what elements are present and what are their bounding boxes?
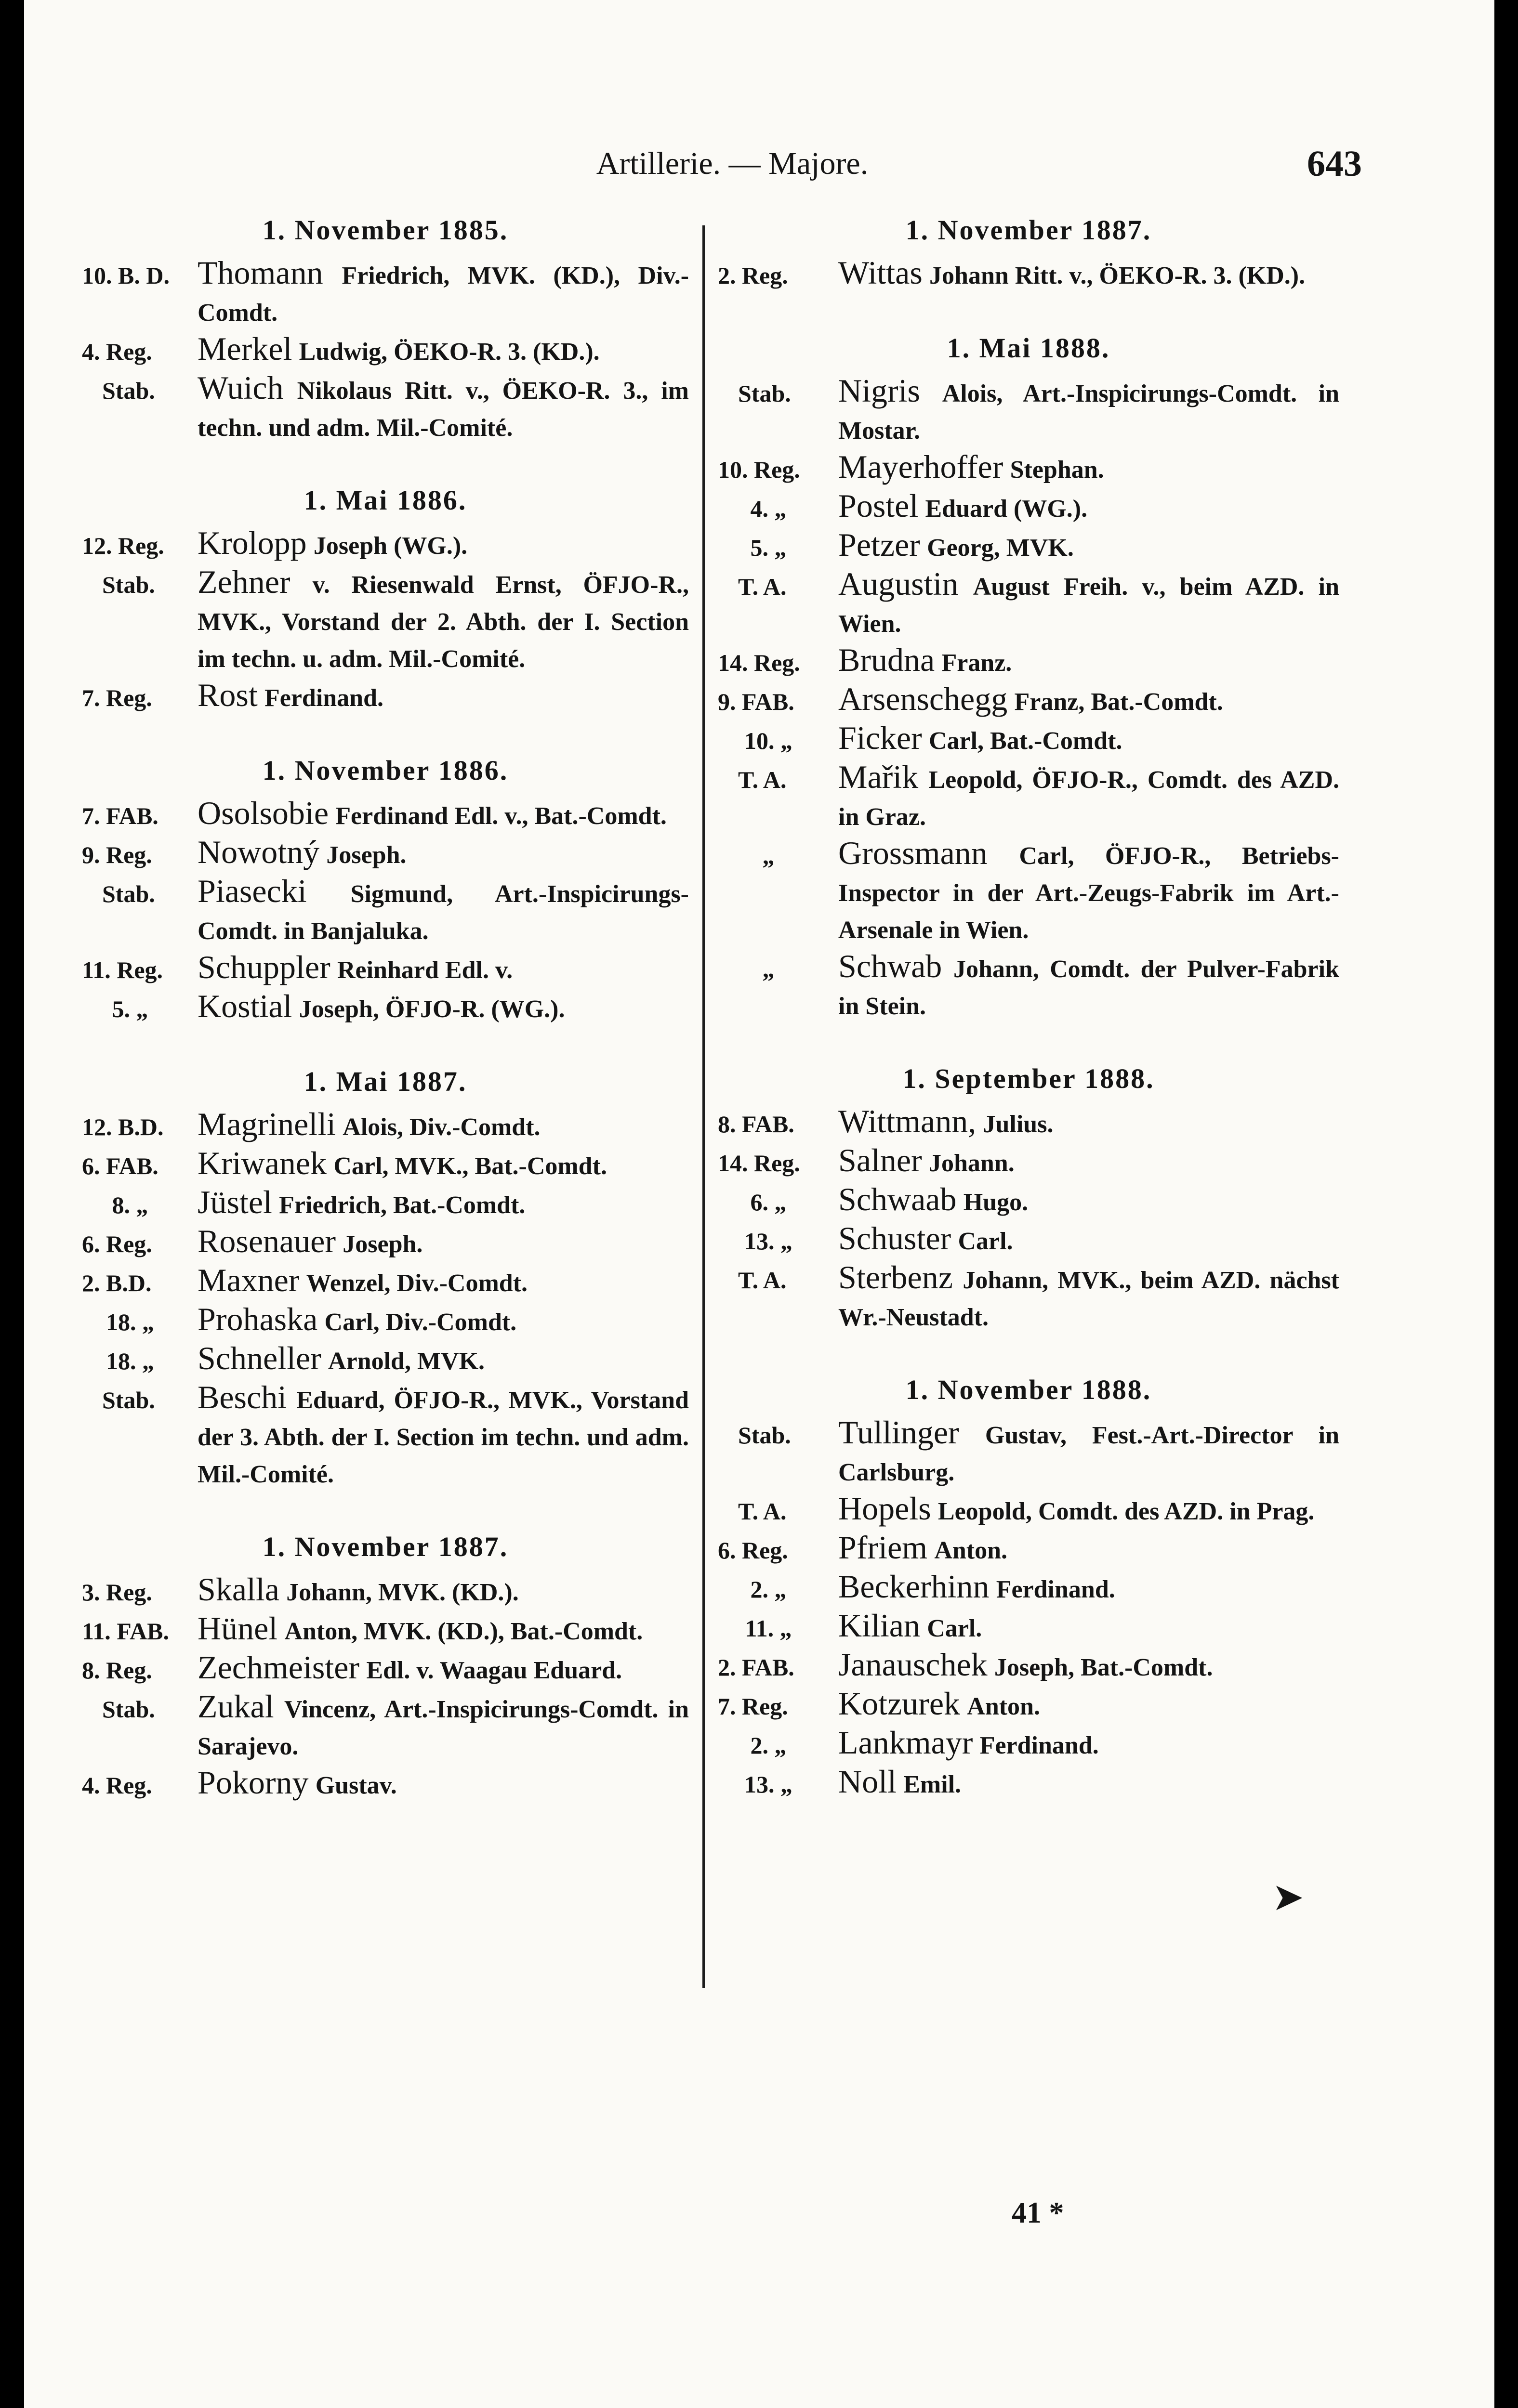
entry-text [838, 1142, 1339, 1181]
entry-detail: Gustav. [315, 1772, 397, 1799]
entry-name: Wuich [198, 369, 284, 406]
entry-detail: Joseph. [343, 1230, 423, 1258]
roster-entry [718, 1491, 1339, 1530]
entry-text [838, 1569, 1339, 1608]
roster-entry [718, 1259, 1339, 1335]
roster-entry [718, 1608, 1339, 1647]
entry-text [198, 1145, 689, 1184]
entry-detail: Johann, MVK., beim AZD. nächst Wr.-Neustadt. [838, 1267, 1339, 1331]
roster-entry [718, 1764, 1339, 1803]
entry-name: Merkel [198, 330, 292, 367]
entry-text [838, 1103, 1339, 1142]
entry-text [838, 1608, 1339, 1647]
entry-unit: Stab. [102, 377, 155, 404]
page-header [24, 144, 1494, 183]
roster-entry [82, 873, 689, 949]
entry-detail: v. Riesenwald Ernst, ÖFJO-R., MVK., Vorstand der 2. Abth. der I. Section im techn. u. adm. Mil.-Comité. [198, 571, 689, 673]
entry-detail: Carl, ÖFJO-R., Betriebs-Inspector in der Art.-Zeugs-Fabrik im Art.-Arsenale in Wien. [838, 842, 1339, 944]
entry-unit: 3. Reg. [82, 1579, 152, 1606]
roster-entry [718, 1220, 1339, 1259]
roster-entry [718, 527, 1339, 566]
date-section [82, 1529, 689, 1804]
entry-text [198, 255, 689, 331]
column-divider [702, 225, 705, 1988]
entry-name: Mayerhoffer [838, 448, 1003, 485]
entry-text [838, 1764, 1339, 1803]
entry-unit: 12. B.D. [82, 1113, 164, 1140]
entry-detail: Anton, MVK. (KD.), Bat.-Comdt. [284, 1618, 643, 1645]
roster-entry [82, 1262, 689, 1301]
roster-entry [82, 564, 689, 677]
entry-unit: 6. „ [750, 1189, 787, 1216]
entry-text [838, 1220, 1339, 1259]
entry-unit: 7. Reg. [82, 684, 152, 711]
page-number: 643 [1307, 144, 1362, 184]
roster-entry [82, 370, 689, 446]
entry-text [838, 835, 1339, 948]
date-section [718, 212, 1339, 294]
entry-text [838, 948, 1339, 1024]
entry-detail: Leopold, ÖFJO-R., Comdt. des AZD. in Graz. [838, 766, 1340, 831]
entry-name: Kilian [838, 1607, 920, 1644]
entry-detail: Gustav, Fest.-Art.-Director in Carlsburg. [838, 1422, 1340, 1486]
roster-entry [718, 1103, 1339, 1142]
entry-name: Wittmann, [838, 1103, 977, 1139]
roster-entry [82, 1106, 689, 1145]
roster-entry [82, 1688, 689, 1765]
entry-unit: 13. „ [744, 1228, 792, 1255]
entry-text [198, 370, 689, 446]
entry-text [198, 331, 689, 370]
entry-unit: 4. Reg. [82, 1772, 152, 1799]
entry-unit: 2. „ [750, 1732, 787, 1759]
signature-mark: 41 * [1012, 2197, 1064, 2229]
entry-detail: Joseph, ÖFJO-R. (WG.). [299, 995, 565, 1023]
entry-detail: Hugo. [963, 1189, 1029, 1216]
entry-text [838, 255, 1339, 294]
entry-text [198, 564, 689, 677]
roster-entry [718, 1725, 1339, 1764]
entry-text [198, 1301, 689, 1340]
entry-detail: Alois, Div.-Comdt. [343, 1113, 541, 1141]
entry-detail: Johann. [928, 1150, 1015, 1177]
entry-detail: Nikolaus Ritt. v., ÖEKO-R. 3., im techn. und adm. Mil.-Comité. [198, 377, 689, 442]
entry-name: Kotzurek [838, 1685, 961, 1722]
entry-detail: Ferdinand. [979, 1732, 1099, 1759]
date-section [718, 1060, 1339, 1335]
entry-detail: Edl. v. Waagau Eduard. [366, 1657, 622, 1684]
entry-detail: Franz, Bat.-Comdt. [1014, 688, 1223, 716]
entry-unit: 6. Reg. [82, 1230, 152, 1257]
entry-detail: Joseph. [326, 841, 407, 869]
roster-entry [718, 835, 1339, 948]
entry-unit: 5. „ [750, 534, 787, 561]
roster-entry [718, 1647, 1339, 1686]
entry-text [198, 834, 689, 873]
roster-entry [718, 1686, 1339, 1725]
entry-detail: Sigmund, Art.-Inspicirungs-Comdt. in Banjaluka. [198, 880, 689, 945]
roster-entry [82, 331, 689, 370]
entry-detail: Johann, Comdt. der Pulver-Fabrik in Stein. [838, 955, 1339, 1020]
roster-entry [82, 795, 689, 834]
section-heading: 1. September 1888. [902, 1063, 1155, 1094]
entry-name: Pokorny [198, 1764, 309, 1801]
entry-detail: Franz. [941, 649, 1012, 677]
ink-blot-icon: ➤ [1272, 1876, 1305, 1919]
entry-name: Beschi [198, 1379, 287, 1415]
entry-unit: T. A. [738, 1267, 787, 1294]
entry-unit: 18. „ [106, 1309, 154, 1335]
roster-entry [82, 255, 689, 331]
entry-name: Zukal [198, 1688, 274, 1725]
entry-unit: 10. B. D. [82, 262, 170, 289]
entry-unit: T. A. [738, 766, 787, 793]
entry-name: Postel [838, 487, 919, 524]
entry-name: Schwab [838, 948, 942, 984]
roster-entry [82, 1145, 689, 1184]
entry-text [838, 1530, 1339, 1569]
entry-name: Zehner [198, 563, 290, 600]
entry-name: Rost [198, 677, 258, 713]
entry-unit: 6. FAB. [82, 1152, 158, 1179]
entry-text [198, 1340, 689, 1379]
entry-detail: Johann Ritt. v., ÖEKO-R. 3. (KD.). [929, 262, 1306, 289]
entry-name: Schwaab [838, 1181, 957, 1217]
roster-entry [718, 759, 1339, 835]
entry-unit: 11. „ [745, 1615, 792, 1642]
entry-text [198, 677, 689, 716]
entry-detail: Ferdinand. [264, 684, 384, 712]
roster-entry [82, 834, 689, 873]
entry-text [838, 566, 1339, 642]
entry-unit: 8. „ [112, 1191, 148, 1218]
entry-unit: 18. „ [106, 1348, 154, 1374]
roster-entry [82, 1223, 689, 1262]
entry-detail: Carl. [958, 1228, 1013, 1255]
entry-name: Schneller [198, 1340, 321, 1376]
entry-detail: Wenzel, Div.-Comdt. [306, 1269, 528, 1297]
entry-detail: Arnold, MVK. [328, 1348, 485, 1375]
entry-name: Osolsobie [198, 795, 329, 831]
entry-name: Augustin [838, 565, 959, 602]
entry-unit: Stab. [102, 880, 155, 907]
entry-text [198, 1649, 689, 1688]
entry-name: Salner [838, 1142, 922, 1178]
section-heading: 1. November 1885. [262, 214, 509, 246]
entry-text [198, 1262, 689, 1301]
roster-entry [82, 1765, 689, 1804]
entry-name: Nowotný [198, 834, 320, 870]
section-heading: 1. November 1888. [905, 1374, 1152, 1405]
section-heading: 1. Mai 1887. [304, 1066, 467, 1097]
entry-detail: Joseph (WG.). [313, 532, 468, 560]
entry-text [198, 1184, 689, 1223]
entry-text [198, 1571, 689, 1610]
roster-entry [718, 681, 1339, 720]
entry-text [198, 1688, 689, 1765]
roster-entry [718, 642, 1339, 681]
entry-name: Petzer [838, 526, 920, 563]
entry-name: Hopels [838, 1490, 931, 1527]
entry-text [838, 1647, 1339, 1686]
entry-text [838, 720, 1339, 759]
roster-entry [82, 1571, 689, 1610]
entry-detail: Georg, MVK. [927, 534, 1074, 562]
roster-entry [718, 1569, 1339, 1608]
entry-detail: Eduard, ÖFJO-R., MVK., Vorstand der 3. Abth. der I. Section im techn. und adm. Mil.-Comité. [198, 1387, 689, 1488]
entry-name: Schuster [838, 1220, 951, 1256]
date-section [82, 1063, 689, 1492]
entry-text [198, 873, 689, 949]
entry-detail: Julius. [983, 1111, 1054, 1138]
entry-name: Mařik [838, 759, 919, 795]
roster-entry [718, 255, 1339, 294]
entry-text [838, 759, 1339, 835]
entry-unit: 7. FAB. [82, 802, 158, 829]
entry-name: Magrinelli [198, 1106, 336, 1142]
entry-text [838, 642, 1339, 681]
entry-unit: „ [762, 842, 775, 869]
roster-entry [82, 949, 689, 988]
entry-text [838, 681, 1339, 720]
entry-unit: 2. Reg. [718, 262, 788, 289]
entry-detail: Alois, Art.-Inspicirungs-Comdt. in Mostar. [838, 380, 1340, 445]
roster-entry [82, 1610, 689, 1649]
entry-detail: Ferdinand Edl. v., Bat.-Comdt. [335, 802, 667, 830]
entry-text [838, 449, 1339, 488]
entry-unit: 8. Reg. [82, 1657, 152, 1684]
entry-name: Brudna [838, 641, 935, 678]
entry-text [198, 525, 689, 564]
entry-text [198, 1610, 689, 1649]
roster-entry [82, 1184, 689, 1223]
section-heading: 1. Mai 1888. [947, 332, 1110, 364]
entry-unit: 10. Reg. [718, 456, 800, 483]
entry-unit: 2. FAB. [718, 1654, 794, 1681]
roster-entry [718, 720, 1339, 759]
entry-unit: 2. „ [750, 1576, 787, 1603]
entry-text [838, 1259, 1339, 1335]
entry-unit: „ [762, 955, 775, 982]
entry-detail: Johann, MVK. (KD.). [286, 1579, 519, 1606]
entry-unit: 12. Reg. [82, 532, 164, 559]
entry-text [198, 1765, 689, 1804]
entry-text [838, 527, 1339, 566]
entry-detail: Carl, Bat.-Comdt. [928, 727, 1122, 755]
entry-name: Kriwanek [198, 1145, 327, 1181]
roster-entry [718, 566, 1339, 642]
entry-detail: Emil. [903, 1771, 962, 1798]
section-heading: 1. November 1887. [262, 1531, 509, 1562]
entry-unit: 11. FAB. [82, 1618, 170, 1645]
entry-detail: Friedrich, MVK. (KD.), Div.-Comdt. [198, 262, 689, 327]
entry-name: Sterbenz [838, 1259, 953, 1296]
entry-unit: Stab. [738, 1422, 791, 1449]
date-section [718, 330, 1339, 1024]
entry-text [198, 988, 689, 1027]
entry-name: Zechmeister [198, 1649, 360, 1686]
roster-entry [82, 1301, 689, 1340]
entry-unit: 13. „ [744, 1771, 792, 1798]
entry-unit: 11. Reg. [82, 956, 163, 983]
entry-text [838, 1181, 1339, 1220]
entry-detail: Anton. [967, 1693, 1040, 1720]
entry-text [838, 373, 1339, 449]
entry-unit: 7. Reg. [718, 1693, 788, 1720]
section-heading: 1. November 1886. [262, 755, 509, 786]
entry-detail: Ludwig, ÖEKO-R. 3. (KD.). [299, 338, 600, 366]
entry-name: Wittas [838, 254, 923, 291]
roster-entry [82, 1340, 689, 1379]
roster-entry [718, 948, 1339, 1024]
entry-name: Skalla [198, 1571, 279, 1608]
entry-unit: 8. FAB. [718, 1111, 794, 1138]
entry-unit: Stab. [102, 1696, 155, 1723]
entry-unit: 9. FAB. [718, 688, 794, 715]
entry-text [198, 795, 689, 834]
entry-unit: 6. Reg. [718, 1537, 788, 1564]
right-column [718, 212, 1339, 1839]
entry-detail: Joseph, Bat.-Comdt. [994, 1654, 1213, 1681]
roster-entry [82, 1379, 689, 1492]
entry-detail: Carl, MVK., Bat.-Comdt. [333, 1152, 607, 1180]
roster-entry [82, 525, 689, 564]
entry-unit: 4. „ [750, 495, 787, 522]
entry-text [838, 1414, 1339, 1491]
entry-unit: T. A. [738, 1498, 787, 1525]
entry-name: Ficker [838, 720, 922, 756]
entry-name: Arsenschegg [838, 681, 1008, 717]
entry-detail: Ferdinand. [996, 1576, 1115, 1603]
entry-text [198, 949, 689, 988]
entry-name: Jüstel [198, 1184, 272, 1220]
date-section [718, 1372, 1339, 1803]
entry-name: Beckerhinn [838, 1568, 990, 1605]
entry-text [838, 1725, 1339, 1764]
roster-entry [718, 1181, 1339, 1220]
entry-detail: Friedrich, Bat.-Comdt. [279, 1191, 526, 1219]
entry-name: Hünel [198, 1610, 278, 1647]
entry-name: Prohaska [198, 1301, 318, 1337]
entry-text [838, 1491, 1339, 1530]
entry-detail: Vincenz, Art.-Inspicirungs-Comdt. in Sarajevo. [198, 1696, 689, 1760]
entry-unit: 14. Reg. [718, 1150, 800, 1177]
left-column [82, 212, 689, 1840]
date-section [82, 212, 689, 446]
roster-entry [718, 488, 1339, 527]
entry-detail: Carl, Div.-Comdt. [324, 1309, 517, 1336]
entry-name: Noll [838, 1763, 897, 1800]
entry-unit: 10. „ [744, 727, 792, 754]
entry-detail: Stephan. [1010, 456, 1104, 484]
entry-name: Schuppler [198, 949, 330, 985]
entry-unit: Stab. [102, 571, 155, 598]
entry-unit: 2. B.D. [82, 1269, 152, 1296]
entry-detail: Eduard (WG.). [925, 495, 1088, 523]
entry-name: Lankmayr [838, 1724, 973, 1761]
entry-name: Maxner [198, 1262, 300, 1298]
entry-name: Pfriem [838, 1529, 928, 1566]
entry-name: Grossmann [838, 835, 988, 871]
entry-text [198, 1223, 689, 1262]
entry-unit: 9. Reg. [82, 841, 152, 868]
roster-entry [718, 449, 1339, 488]
roster-entry [82, 1649, 689, 1688]
entry-unit: 4. Reg. [82, 338, 152, 365]
running-title: Artillerie. — Majore. [596, 146, 869, 181]
roster-entry [718, 373, 1339, 449]
roster-entry [718, 1530, 1339, 1569]
section-heading: 1. Mai 1886. [304, 484, 467, 516]
entry-name: Kostial [198, 988, 292, 1024]
entry-text [198, 1379, 689, 1492]
entry-detail: Reinhard Edl. v. [337, 956, 513, 984]
date-section [82, 482, 689, 716]
entry-name: Krolopp [198, 524, 307, 561]
entry-text [198, 1106, 689, 1145]
entry-unit: Stab. [102, 1387, 155, 1413]
entry-name: Janauschek [838, 1646, 988, 1683]
entry-detail: Carl. [927, 1615, 982, 1642]
entry-unit: Stab. [738, 380, 791, 407]
entry-detail: August Freih. v., beim AZD. in Wien. [838, 573, 1339, 638]
date-section [82, 752, 689, 1027]
roster-entry [718, 1142, 1339, 1181]
entry-name: Rosenauer [198, 1223, 336, 1259]
entry-unit: 14. Reg. [718, 649, 800, 676]
document-page [24, 0, 1494, 2408]
entry-unit: T. A. [738, 573, 787, 600]
entry-name: Piasecki [198, 873, 307, 909]
entry-name: Tullinger [838, 1414, 959, 1451]
entry-text [838, 488, 1339, 527]
roster-entry [82, 988, 689, 1027]
roster-entry [718, 1414, 1339, 1491]
roster-entry [82, 677, 689, 716]
entry-detail: Leopold, Comdt. des AZD. in Prag. [937, 1498, 1315, 1525]
section-heading: 1. November 1887. [905, 214, 1152, 246]
entry-name: Nigris [838, 372, 920, 409]
entry-unit: 5. „ [112, 995, 148, 1022]
entry-detail: Anton. [934, 1537, 1008, 1564]
entry-text [838, 1686, 1339, 1725]
entry-name: Thomann [198, 254, 323, 291]
